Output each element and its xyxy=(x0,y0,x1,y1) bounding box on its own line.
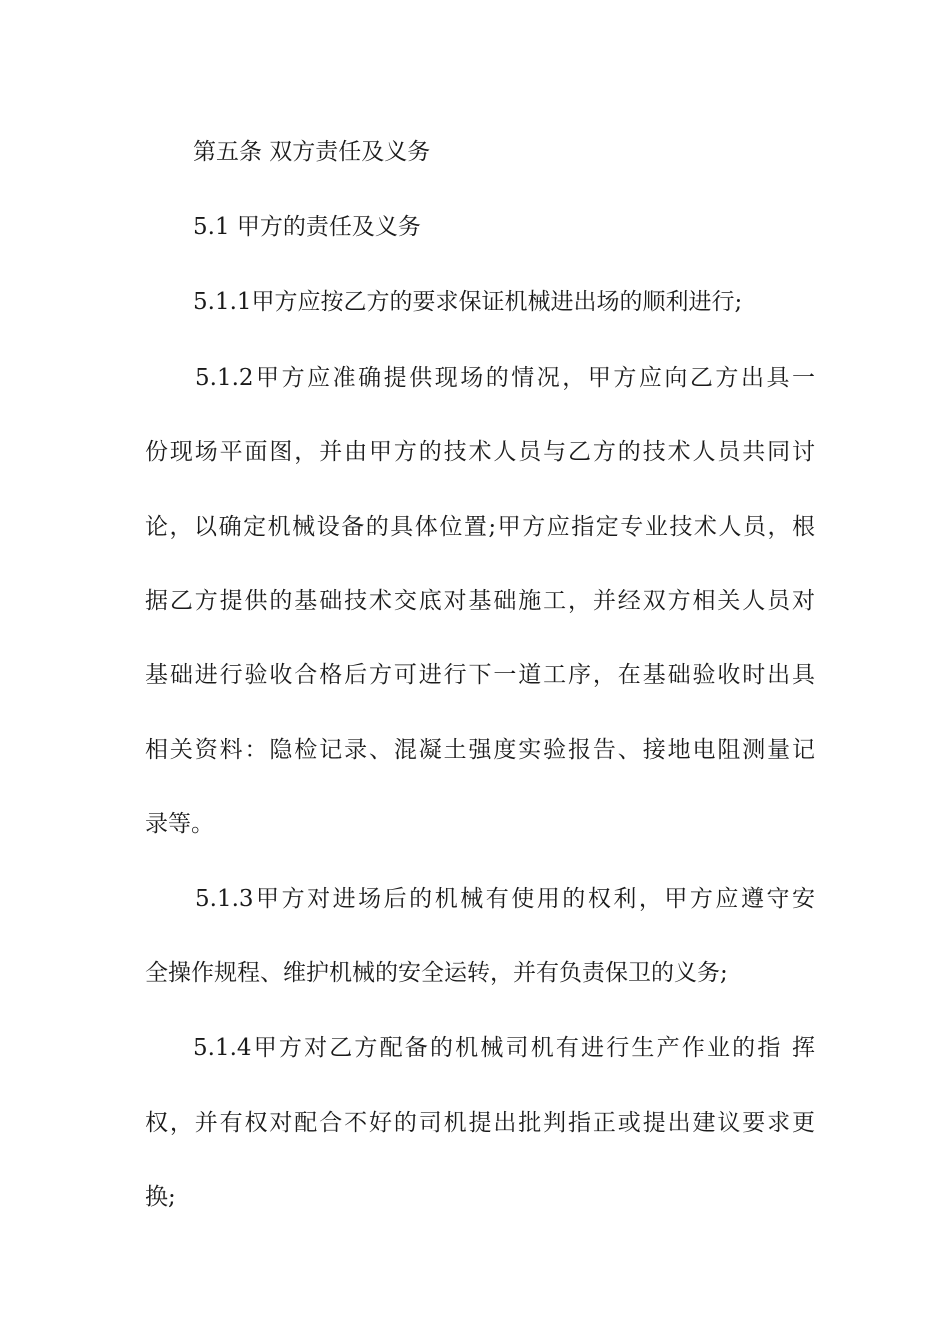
clause-5-1-2-line: 基础进行验收合格后方可进行下一道工序，在基础验收时出具 xyxy=(145,662,815,688)
subsection-title: 5.1 甲方的责任及义务 xyxy=(193,214,421,240)
clause-5-1-2-line: 据乙方提供的基础技术交底对基础施工，并经双方相关人员对 xyxy=(145,588,815,614)
section-title: 第五条 双方责任及义务 xyxy=(193,139,431,165)
clause-5-1-3-line: 全操作规程、维护机械的安全运转，并有负责保卫的义务; xyxy=(145,960,728,986)
clause-5-1-2-line: 份现场平面图，并由甲方的技术人员与乙方的技术人员共同讨 xyxy=(145,439,815,465)
clause-5-1-1: 5.1.1甲方应按乙方的要求保证机械进出场的顺利进行; xyxy=(193,289,743,315)
clause-5-1-4-line: 换; xyxy=(145,1184,176,1210)
clause-5-1-2-line: 5.1.2甲方应准确提供现场的情况，甲方应向乙方出具一 xyxy=(195,365,815,391)
clause-5-1-2-line: 相关资料：隐检记录、混凝土强度实验报告、接地电阻测量记 xyxy=(145,737,815,763)
clause-5-1-3-line: 5.1.3甲方对进场后的机械有使用的权利，甲方应遵守安 xyxy=(195,886,815,912)
clause-5-1-4-line: 5.1.4甲方对乙方配备的机械司机有进行生产作业的指 挥 xyxy=(193,1035,815,1061)
clause-5-1-2-line: 录等。 xyxy=(145,811,214,837)
clause-5-1-4-line: 权，并有权对配合不好的司机提出批判指正或提出建议要求更 xyxy=(145,1110,815,1136)
clause-5-1-2-line: 论，以确定机械设备的具体位置;甲方应指定专业技术人员，根 xyxy=(145,514,815,540)
